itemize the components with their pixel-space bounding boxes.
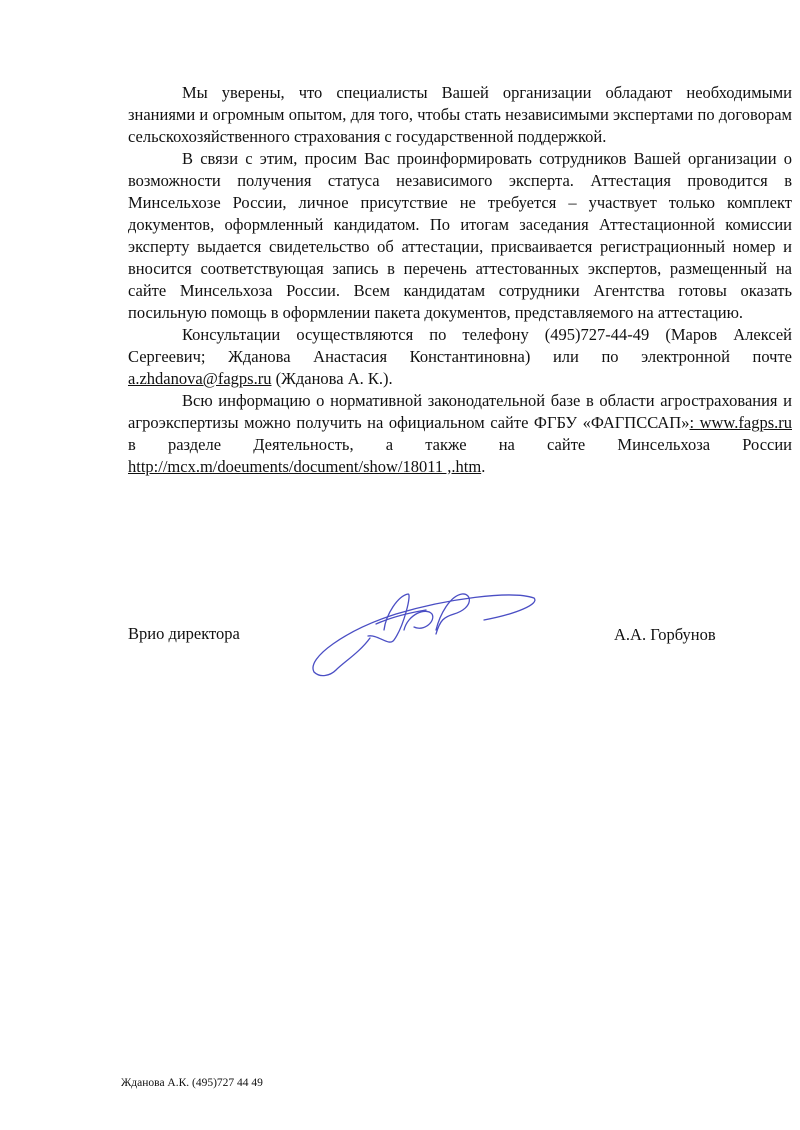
letter-body xyxy=(128,82,792,478)
position-title: Врио директора xyxy=(128,624,240,643)
paragraph-information xyxy=(128,390,792,478)
email-link[interactable]: a.zhdanova@fagps.ru xyxy=(128,369,272,388)
signatory-name: А.А. Горбунов xyxy=(614,625,716,644)
consultation-contact-name: (Жданова А. К.). xyxy=(271,369,393,388)
consultation-text: Консультации осуществляются по телефону (495)727-44-49 (Маров Алексей Сергеевич; Жданова Анастасия Константиновна) или по электронной почте xyxy=(128,325,792,366)
paragraph-consultations xyxy=(128,324,792,390)
paragraph-attestation: В связи с этим, просим Вас проинформировать сотрудников Вашей организации о возможности получения статуса независимого эксперта. Аттестация проводится в Минсельхозе России, личное присутствие не требуется – участвует только комплект документов, оформленный кандидатом. По итогам заседания Аттестационной комиссии эксперту выдается свидетельство об аттестации, присваивается регистрационный номер и вносится соответствующая запись в перечень аттестованных экспертов, размещенный на сайте Минсельхоза России. Всем кандидатам сотрудники Агентства готовы оказать посильную помощь в оформлении пакета документов, представляемого на аттестацию. xyxy=(128,149,792,322)
fagps-site-link[interactable]: : www.fagps.ru xyxy=(689,413,792,432)
information-end-text: . xyxy=(481,457,486,476)
information-middle-text: в разделе Деятельность, а также на сайте Минсельхоза России xyxy=(128,435,792,454)
handwritten-signature xyxy=(286,574,546,684)
ministry-site-link[interactable]: http://mcx.m/doeuments/document/show/18011 ,.htm xyxy=(128,457,482,476)
information-text: Всю информацию о нормативной законодательной базе в области агрострахования и агроэкспертизы можно получить на официальном сайте ФГБУ «ФАГПССАП» xyxy=(128,391,792,432)
paragraph-experts: Мы уверены, что специалисты Вашей организации обладают необходимыми знаниями и огромным опытом, для того, чтобы стать независимыми экспертами по договорам сельскохозяйственного страхования с государственной поддержкой. xyxy=(128,83,792,146)
executor-note: Жданова А.К. (495)727 44 49 xyxy=(121,1077,263,1089)
